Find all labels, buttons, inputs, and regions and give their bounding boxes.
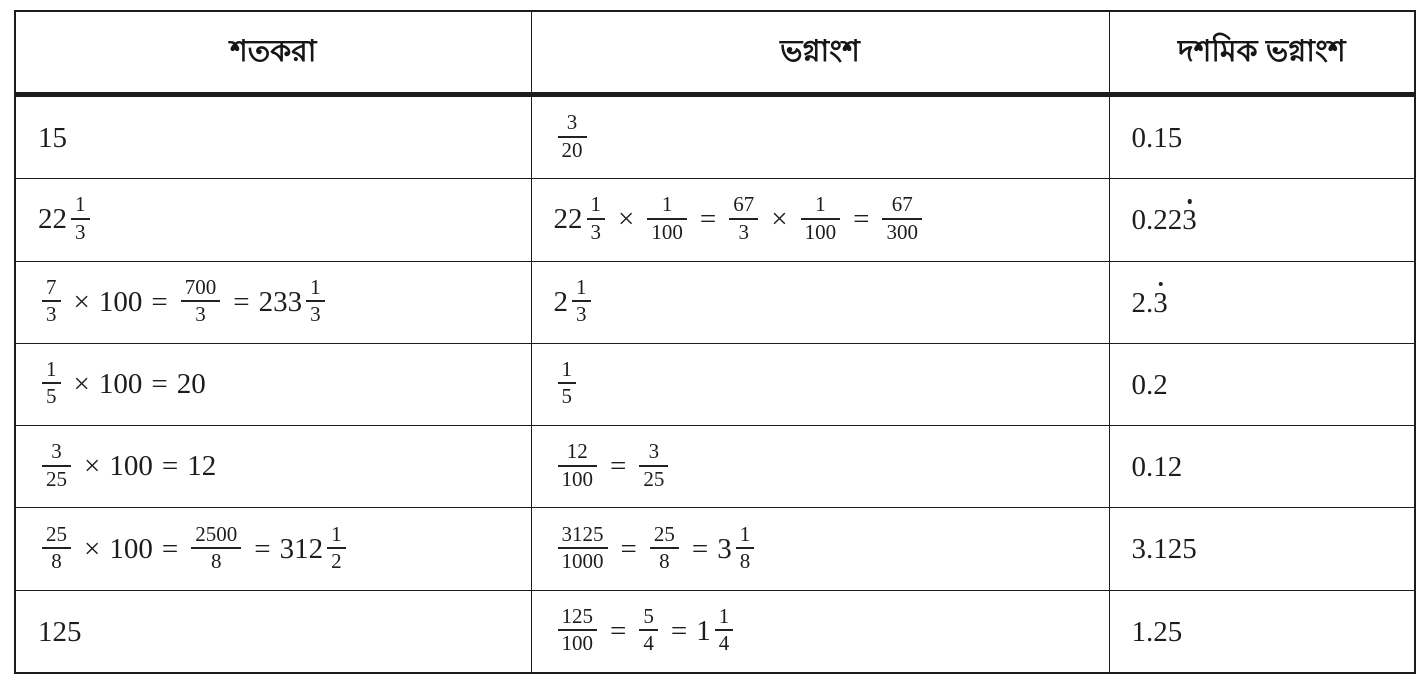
operator: × (73, 367, 90, 400)
fraction-denominator: 8 (51, 549, 62, 574)
math-text: 12 (187, 450, 217, 483)
fraction-numerator: 2500 (191, 523, 241, 550)
operator: = (620, 532, 637, 565)
math-text: 2. (1131, 286, 1154, 319)
math-text: 100 (109, 532, 153, 565)
math-text: 3 (717, 532, 732, 565)
fraction (42, 276, 61, 327)
fraction-denominator: 100 (561, 466, 593, 491)
fraction (558, 523, 608, 574)
fraction-denominator: 3 (46, 302, 57, 327)
fraction (42, 523, 71, 574)
header-decimal: দশমিক ভগ্নাংশ (1109, 11, 1415, 95)
fraction (715, 605, 734, 656)
percent-cell (15, 508, 531, 590)
math-text: 312 (279, 532, 324, 565)
fraction-numerator: 7 (42, 276, 61, 303)
fraction-denominator: 3 (310, 302, 321, 327)
table-row (15, 261, 1415, 343)
percent-cell (15, 426, 531, 508)
math-text: 0.12 (1131, 451, 1183, 484)
operator: = (610, 614, 627, 647)
math-text: 100 (98, 367, 143, 400)
fraction-cell (531, 261, 1109, 343)
fraction (558, 605, 598, 656)
fraction (639, 605, 658, 656)
decimal-cell (1109, 590, 1415, 673)
fraction-denominator: 2 (331, 549, 342, 574)
fraction-numerator: 1 (71, 193, 90, 220)
fraction-numerator: 1 (715, 605, 734, 632)
fraction (647, 193, 687, 244)
fraction (587, 193, 606, 244)
fraction-numerator: 67 (882, 193, 922, 220)
fraction-numerator: 1 (558, 358, 577, 385)
fraction-denominator: 5 (561, 384, 572, 409)
fraction-cell (531, 95, 1109, 179)
fraction-numerator: 3 (42, 440, 71, 467)
math-text: 2 (553, 285, 568, 318)
fraction-numerator: 1 (42, 358, 61, 385)
recurring-digit: 3 (1153, 286, 1168, 319)
math-text: 125 (38, 615, 82, 648)
fraction-denominator: 100 (651, 219, 683, 244)
operator: × (84, 532, 101, 565)
fraction-denominator: 3 (576, 302, 587, 327)
fraction (882, 193, 922, 244)
operator: × (618, 203, 635, 236)
fraction-denominator: 100 (561, 631, 593, 656)
fraction-cell (531, 426, 1109, 508)
table-row (15, 179, 1415, 261)
fraction (736, 523, 755, 574)
fraction-denominator: 3 (75, 219, 86, 244)
fraction (639, 440, 668, 491)
math-text: 22 (553, 203, 583, 236)
fraction-denominator: 4 (718, 631, 730, 656)
fraction-numerator: 125 (558, 605, 598, 632)
percent-cell (15, 95, 531, 179)
decimal-cell (1109, 179, 1415, 261)
fraction-denominator: 25 (46, 466, 67, 491)
fraction-numerator: 5 (639, 605, 658, 632)
table-row (15, 343, 1415, 425)
operator: × (84, 450, 101, 483)
fraction-numerator: 3 (558, 111, 587, 138)
operator: × (771, 203, 788, 236)
operator: × (73, 285, 90, 318)
fraction-denominator: 1000 (561, 549, 604, 574)
fraction-numerator: 1 (647, 193, 687, 220)
math-text: 3.125 (1131, 533, 1197, 566)
table-row (15, 590, 1415, 673)
percent-cell (15, 590, 531, 673)
fraction-cell (531, 508, 1109, 590)
fraction-numerator: 700 (181, 276, 221, 303)
fraction-numerator: 3125 (558, 523, 608, 550)
operator: = (254, 532, 271, 565)
math-text: 20 (176, 367, 206, 400)
fraction (729, 193, 758, 244)
recurring-digit: 3 (1182, 204, 1197, 237)
fraction-numerator: 1 (327, 523, 346, 550)
fraction-numerator: 67 (729, 193, 758, 220)
math-text: 0.15 (1131, 122, 1183, 155)
header-percent: শতকরা (15, 11, 531, 95)
fraction (572, 276, 591, 327)
fraction-denominator: 300 (886, 219, 918, 244)
math-text: 1 (696, 614, 711, 647)
fraction-denominator: 8 (739, 549, 751, 574)
fraction-numerator: 3 (639, 440, 668, 467)
fraction-denominator: 8 (659, 549, 670, 574)
fraction (181, 276, 221, 327)
fraction-denominator: 3 (738, 219, 749, 244)
fraction-denominator: 100 (804, 219, 837, 244)
percentage-fraction-decimal-table (14, 10, 1416, 674)
fraction-denominator: 3 (195, 302, 206, 327)
fraction-numerator: 1 (572, 276, 591, 303)
operator: = (151, 285, 168, 318)
percent-cell (15, 179, 531, 261)
fraction-denominator: 20 (561, 137, 583, 162)
table-header-row (15, 11, 1415, 95)
fraction (801, 193, 841, 244)
operator: = (233, 285, 250, 318)
operator: = (853, 203, 870, 236)
percent-cell (15, 261, 531, 343)
fraction-denominator: 4 (643, 631, 654, 656)
math-text: 100 (109, 450, 153, 483)
decimal-cell (1109, 95, 1415, 179)
operator: = (161, 532, 179, 565)
decimal-cell (1109, 261, 1415, 343)
fraction (650, 523, 679, 574)
fraction-denominator: 8 (210, 549, 222, 574)
table-row (15, 95, 1415, 179)
math-text: 233 (258, 285, 303, 318)
fraction-cell (531, 179, 1109, 261)
header-fraction: ভগ্নাংশ (531, 11, 1109, 95)
math-text: 15 (38, 122, 67, 155)
decimal-cell (1109, 426, 1415, 508)
fraction-numerator: 25 (42, 523, 71, 550)
conversion-table-container (14, 10, 1414, 674)
operator: = (161, 450, 179, 483)
fraction (558, 111, 587, 162)
table-row (15, 426, 1415, 508)
operator: = (610, 450, 627, 483)
math-text: 22 (38, 203, 67, 236)
fraction (306, 276, 325, 327)
fraction (71, 193, 90, 244)
fraction-cell (531, 590, 1109, 673)
fraction-numerator: 1 (801, 193, 841, 220)
fraction (42, 440, 71, 491)
fraction-denominator: 3 (590, 219, 601, 244)
fraction-numerator: 25 (650, 523, 679, 550)
fraction-numerator: 1 (736, 523, 755, 550)
fraction (558, 358, 577, 409)
fraction-denominator: 25 (643, 466, 665, 491)
math-text: 1.25 (1131, 615, 1183, 648)
fraction (191, 523, 241, 574)
fraction (327, 523, 346, 574)
fraction (558, 440, 598, 491)
operator: = (670, 614, 688, 647)
fraction-numerator: 1 (306, 276, 325, 303)
math-text: 0.2 (1131, 368, 1168, 401)
fraction-numerator: 12 (558, 440, 598, 467)
table-body (15, 95, 1415, 674)
fraction-numerator: 1 (587, 193, 606, 220)
decimal-cell (1109, 343, 1415, 425)
fraction-denominator: 5 (46, 384, 57, 409)
table-row (15, 508, 1415, 590)
math-text: 100 (98, 285, 143, 318)
operator: = (691, 532, 709, 565)
fraction-cell (531, 343, 1109, 425)
decimal-cell (1109, 508, 1415, 590)
percent-cell (15, 343, 531, 425)
math-text: 0.22 (1131, 204, 1183, 237)
operator: = (699, 203, 717, 236)
fraction (42, 358, 61, 409)
operator: = (151, 367, 168, 400)
